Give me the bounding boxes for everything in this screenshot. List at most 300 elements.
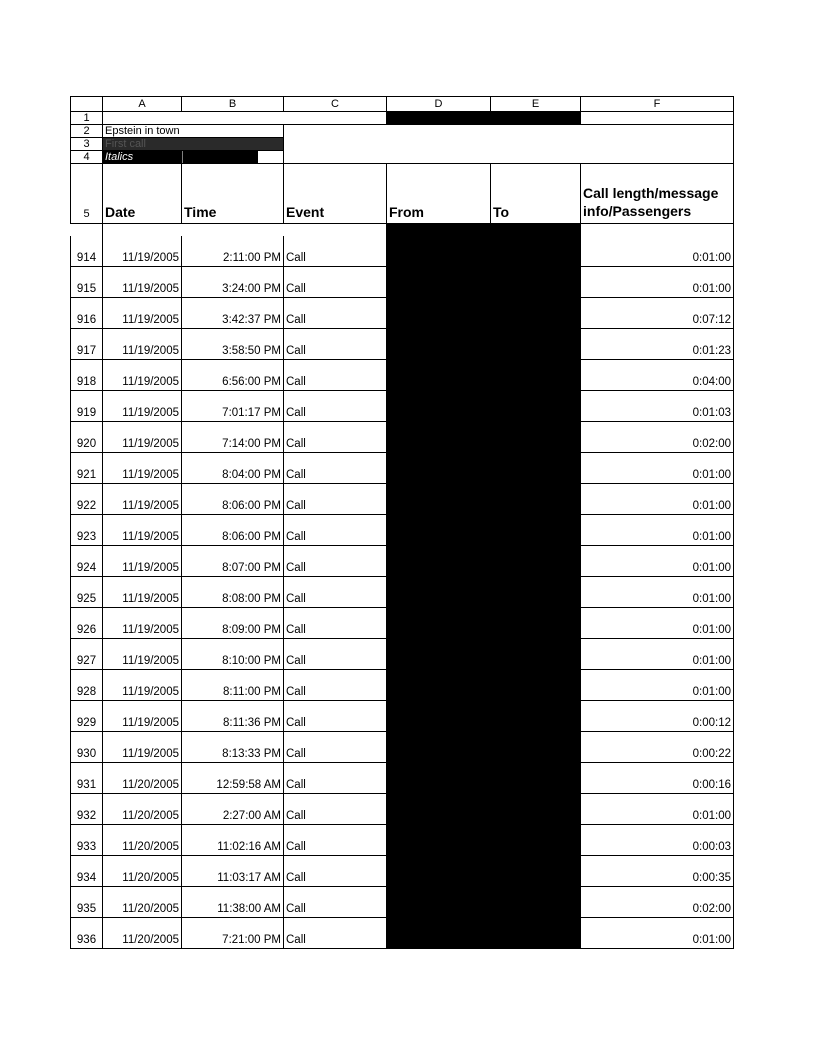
spreadsheet: [70, 96, 733, 949]
cell-call-length[interactable]: 0:02:00: [581, 900, 734, 918]
spacer-cell: [387, 732, 491, 746]
row-number: 917: [71, 342, 103, 360]
cell-date[interactable]: 11/19/2005: [103, 683, 182, 701]
spacer-cell: [71, 329, 103, 343]
spacer-cell: [387, 794, 491, 808]
spacer-cell: [103, 918, 182, 932]
cell-date[interactable]: 11/19/2005: [103, 466, 182, 484]
cell-time[interactable]: 2:11:00 PM: [182, 249, 284, 267]
cell-call-length[interactable]: 0:00:16: [581, 776, 734, 794]
spacer-cell: [491, 794, 581, 808]
cell-call-length[interactable]: 0:01:00: [581, 280, 734, 298]
row-number: 3: [71, 138, 103, 151]
cell-date[interactable]: 11/19/2005: [103, 373, 182, 391]
spacer-cell: [387, 763, 491, 777]
row-spacer: [71, 267, 734, 281]
cell-call-length[interactable]: 0:00:35: [581, 869, 734, 887]
cell-date[interactable]: 11/19/2005: [103, 249, 182, 267]
cell-date[interactable]: 11/20/2005: [103, 776, 182, 794]
spacer-cell: [284, 732, 387, 746]
cell-call-length[interactable]: 0:01:00: [581, 621, 734, 639]
cell-time[interactable]: 11:38:00 AM: [182, 900, 284, 918]
cell-time[interactable]: 6:56:00 PM: [182, 373, 284, 391]
spacer-cell: [182, 732, 284, 746]
cell-event[interactable]: Call: [284, 652, 387, 670]
cell-call-length[interactable]: 0:01:00: [581, 652, 734, 670]
cell-event[interactable]: Call: [284, 683, 387, 701]
redacted-from: [387, 683, 491, 701]
redacted-from: [387, 311, 491, 329]
redacted-to: [491, 224, 581, 237]
redacted-from: [387, 280, 491, 298]
table-row: [71, 528, 734, 546]
cell-date[interactable]: 11/19/2005: [103, 621, 182, 639]
spacer-cell: [103, 515, 182, 529]
redacted-to: [491, 714, 581, 732]
row-spacer: [71, 515, 734, 529]
cell-event[interactable]: Call: [284, 373, 387, 391]
spacer-cell: [581, 701, 734, 715]
header-date[interactable]: Date: [103, 164, 182, 224]
spacer-cell: [182, 360, 284, 374]
column-header-c[interactable]: C: [284, 97, 387, 112]
spacer-cell: [491, 329, 581, 343]
spacer-cell: [103, 732, 182, 746]
spacer-cell: [103, 224, 182, 237]
spacer-cell: [387, 670, 491, 684]
spacer-cell: [387, 360, 491, 374]
cell-time[interactable]: 7:21:00 PM: [182, 931, 284, 949]
spacer-cell: [581, 267, 734, 281]
redacted-from: [387, 869, 491, 887]
spacer-cell: [71, 639, 103, 653]
row-number: 914: [71, 249, 103, 267]
cell-date[interactable]: 11/19/2005: [103, 528, 182, 546]
header-from[interactable]: From: [387, 164, 491, 224]
cell-time[interactable]: 8:10:00 PM: [182, 652, 284, 670]
table-row: [71, 559, 734, 577]
redacted-from: [387, 224, 491, 237]
cell-event[interactable]: Call: [284, 838, 387, 856]
cell-time[interactable]: 11:03:17 AM: [182, 869, 284, 887]
cell-time[interactable]: 8:11:00 PM: [182, 683, 284, 701]
cell-date[interactable]: 11/19/2005: [103, 559, 182, 577]
cell-event[interactable]: Call: [284, 249, 387, 267]
spacer-cell: [284, 763, 387, 777]
cell-date[interactable]: 11/19/2005: [103, 311, 182, 329]
cell-event[interactable]: Call: [284, 900, 387, 918]
cell-call-length[interactable]: 0:00:22: [581, 745, 734, 763]
spacer-cell: [103, 825, 182, 839]
spacer-cell: [387, 484, 491, 498]
spacer-cell: [491, 422, 581, 436]
legend-italics[interactable]: Italics: [103, 151, 182, 164]
cell-time[interactable]: 8:09:00 PM: [182, 621, 284, 639]
cell-date[interactable]: 11/20/2005: [103, 900, 182, 918]
row-number: 2: [71, 125, 103, 138]
spacer-cell: [387, 267, 491, 281]
spacer-cell: [103, 856, 182, 870]
row-number: 1: [71, 112, 103, 125]
row-spacer: [71, 887, 734, 901]
spacer-cell: [581, 608, 734, 622]
redacted-from: [387, 497, 491, 515]
redacted-to: [491, 280, 581, 298]
cell-date[interactable]: 11/19/2005: [103, 590, 182, 608]
cell-date[interactable]: 11/19/2005: [103, 714, 182, 732]
spacer-cell: [71, 670, 103, 684]
spacer-cell: [182, 515, 284, 529]
spacer-cell: [581, 484, 734, 498]
spacer-cell: [387, 856, 491, 870]
redacted-to: [491, 342, 581, 360]
table-row: [71, 497, 734, 515]
spacer-cell: [284, 360, 387, 374]
spacer-cell: [71, 794, 103, 808]
redacted-to: [491, 776, 581, 794]
spacer-cell: [103, 577, 182, 591]
redacted-to: [491, 435, 581, 453]
spacer-cell: [284, 856, 387, 870]
row-spacer: [71, 794, 734, 808]
cell-event[interactable]: Call: [284, 745, 387, 763]
cell-time[interactable]: 8:07:00 PM: [182, 559, 284, 577]
cell-call-length[interactable]: 0:00:03: [581, 838, 734, 856]
spacer-cell: [71, 577, 103, 591]
table-row: [71, 745, 734, 763]
spacer-cell: [581, 887, 734, 901]
cell-date[interactable]: 11/20/2005: [103, 869, 182, 887]
cell-call-length[interactable]: 0:01:00: [581, 249, 734, 267]
spacer-cell: [182, 887, 284, 901]
spacer-cell: [71, 887, 103, 901]
cell-date[interactable]: 11/19/2005: [103, 280, 182, 298]
legend-blank-area: [284, 125, 734, 164]
column-header-d[interactable]: D: [387, 97, 491, 112]
table-row: [71, 931, 734, 949]
redacted-from: [387, 931, 491, 949]
table-row: [71, 838, 734, 856]
spacer-cell: [71, 224, 103, 237]
spacer-cell: [103, 670, 182, 684]
spacer-cell: [387, 453, 491, 467]
spacer-cell: [103, 887, 182, 901]
table-row: [71, 342, 734, 360]
spacer-cell: [491, 298, 581, 312]
legend-epstein-in-town[interactable]: Epstein in town: [103, 125, 284, 138]
cell-call-length[interactable]: 0:01:23: [581, 342, 734, 360]
spacer-cell: [581, 546, 734, 560]
cell-row1-left[interactable]: [103, 112, 387, 125]
spacer-cell: [71, 732, 103, 746]
spacer-cell: [284, 546, 387, 560]
spacer-cell: [491, 763, 581, 777]
redacted-from: [387, 528, 491, 546]
spacer-cell: [387, 608, 491, 622]
row-number: 929: [71, 714, 103, 732]
row-spacer: [71, 546, 734, 560]
spacer-cell: [581, 577, 734, 591]
spacer-cell: [182, 391, 284, 405]
legend-first-call[interactable]: First call: [103, 138, 284, 151]
row-spacer: [71, 701, 734, 715]
redacted-to: [491, 838, 581, 856]
row-number: 926: [71, 621, 103, 639]
cell-time[interactable]: 8:11:36 PM: [182, 714, 284, 732]
redacted-from: [387, 435, 491, 453]
cell-date[interactable]: 11/20/2005: [103, 807, 182, 825]
cell-event[interactable]: Call: [284, 714, 387, 732]
row-spacer: [71, 825, 734, 839]
spacer-cell: [103, 639, 182, 653]
spacer-cell: [103, 608, 182, 622]
redacted-from: [387, 807, 491, 825]
column-header-a[interactable]: A: [103, 97, 182, 112]
spacer-cell: [103, 453, 182, 467]
table-row: [71, 869, 734, 887]
spacer-cell: [284, 701, 387, 715]
row-number: 920: [71, 435, 103, 453]
spacer-cell: [284, 236, 387, 249]
column-header-e[interactable]: E: [491, 97, 581, 112]
spacer-cell: [71, 825, 103, 839]
spacer-cell: [182, 422, 284, 436]
redacted-from: [387, 745, 491, 763]
spacer-cell: [284, 298, 387, 312]
row-spacer: [71, 360, 734, 374]
spacer-cell: [182, 484, 284, 498]
spacer-cell: [284, 224, 387, 237]
spacer-cell: [182, 794, 284, 808]
redacted-to: [491, 652, 581, 670]
row-spacer: [71, 670, 734, 684]
redacted-to: [491, 590, 581, 608]
cell-event[interactable]: Call: [284, 869, 387, 887]
cell-time[interactable]: 11:02:16 AM: [182, 838, 284, 856]
spacer-cell: [581, 670, 734, 684]
spacer-cell: [284, 577, 387, 591]
cell-event[interactable]: Call: [284, 342, 387, 360]
redacted-from: [387, 714, 491, 732]
spacer-cell: [71, 360, 103, 374]
table-row: [71, 590, 734, 608]
spacer-cell: [103, 236, 182, 249]
spacer-cell: [284, 329, 387, 343]
table-row: [71, 280, 734, 298]
redacted-from: [387, 776, 491, 794]
cell-call-length[interactable]: 0:01:00: [581, 683, 734, 701]
redacted-to: [491, 869, 581, 887]
cell-call-length[interactable]: 0:01:00: [581, 807, 734, 825]
column-header-f[interactable]: F: [581, 97, 734, 112]
spacer-cell: [103, 360, 182, 374]
spacer-cell: [491, 391, 581, 405]
spacer-cell: [387, 298, 491, 312]
redacted-from: [387, 249, 491, 267]
table-row: [71, 435, 734, 453]
spacer-cell: [284, 608, 387, 622]
spacer-cell: [491, 639, 581, 653]
spacer-cell: [387, 546, 491, 560]
cell-call-length[interactable]: 0:01:00: [581, 497, 734, 515]
cell-time[interactable]: 8:06:00 PM: [182, 497, 284, 515]
spacer-cell: [71, 298, 103, 312]
row-number: 936: [71, 931, 103, 949]
cell-call-length[interactable]: 0:00:12: [581, 714, 734, 732]
cell-time[interactable]: 8:08:00 PM: [182, 590, 284, 608]
spacer-cell: [182, 453, 284, 467]
cell-event[interactable]: Call: [284, 435, 387, 453]
spacer-cell: [182, 546, 284, 560]
row-number: 935: [71, 900, 103, 918]
spacer-cell: [103, 546, 182, 560]
spacer-cell: [103, 484, 182, 498]
spacer-cell: [71, 453, 103, 467]
redacted-from: [387, 590, 491, 608]
cell-time[interactable]: 8:13:33 PM: [182, 745, 284, 763]
cell-event[interactable]: Call: [284, 559, 387, 577]
spacer-cell: [491, 453, 581, 467]
spacer-cell: [284, 267, 387, 281]
redacted-from: [387, 559, 491, 577]
spacer-cell: [491, 608, 581, 622]
redacted-to: [491, 683, 581, 701]
spacer-cell: [71, 856, 103, 870]
cell-time[interactable]: 2:27:00 AM: [182, 807, 284, 825]
cell-time[interactable]: 7:14:00 PM: [182, 435, 284, 453]
spacer-cell: [387, 391, 491, 405]
redacted-from: [387, 838, 491, 856]
spacer-cell: [387, 639, 491, 653]
spacer-cell: [182, 856, 284, 870]
spacer-cell: [581, 763, 734, 777]
spacer-cell: [71, 484, 103, 498]
spacer-cell: [581, 732, 734, 746]
redacted-to: [491, 559, 581, 577]
cell-event[interactable]: Call: [284, 776, 387, 794]
cell-date[interactable]: 11/20/2005: [103, 838, 182, 856]
spacer-cell: [284, 484, 387, 498]
cell-call-length[interactable]: 0:01:00: [581, 466, 734, 484]
cell-time[interactable]: 7:01:17 PM: [182, 404, 284, 422]
redacted-from: [387, 373, 491, 391]
cell-call-length[interactable]: 0:01:03: [581, 404, 734, 422]
cell-date[interactable]: 11/19/2005: [103, 497, 182, 515]
cell-time[interactable]: 3:42:37 PM: [182, 311, 284, 329]
header-row: [71, 164, 734, 224]
row-number: 927: [71, 652, 103, 670]
spacer-cell: [284, 794, 387, 808]
cell-call-length[interactable]: 0:07:12: [581, 311, 734, 329]
cell-time[interactable]: 12:59:58 AM: [182, 776, 284, 794]
row-spacer: [71, 608, 734, 622]
cell-event[interactable]: Call: [284, 931, 387, 949]
spacer-cell: [71, 236, 103, 249]
header-call-length[interactable]: Call length/message info/Passengers: [581, 164, 734, 224]
header-time[interactable]: Time: [182, 164, 284, 224]
cell-call-length[interactable]: 0:01:00: [581, 590, 734, 608]
cell-call-length[interactable]: 0:01:00: [581, 528, 734, 546]
row-number: 933: [71, 838, 103, 856]
header-to[interactable]: To: [491, 164, 581, 224]
cell-time[interactable]: 3:24:00 PM: [182, 280, 284, 298]
cell-event[interactable]: Call: [284, 280, 387, 298]
redacted-block: [387, 112, 581, 125]
legend-italics-redacted: [182, 151, 284, 164]
spacer-cell: [182, 329, 284, 343]
cell-date[interactable]: 11/19/2005: [103, 435, 182, 453]
redacted-from: [387, 466, 491, 484]
table-row: [71, 652, 734, 670]
spacer-cell: [284, 422, 387, 436]
cell-event[interactable]: Call: [284, 621, 387, 639]
row-spacer: [71, 732, 734, 746]
cell-date[interactable]: 11/19/2005: [103, 342, 182, 360]
redacted-to: [491, 900, 581, 918]
spacer-cell: [491, 918, 581, 932]
table-row: [71, 404, 734, 422]
cell-date[interactable]: 11/20/2005: [103, 931, 182, 949]
header-event[interactable]: Event: [284, 164, 387, 224]
row-number: 915: [71, 280, 103, 298]
cell-time[interactable]: 8:04:00 PM: [182, 466, 284, 484]
cell-call-length[interactable]: 0:04:00: [581, 373, 734, 391]
spacer-cell: [491, 546, 581, 560]
row-number: 930: [71, 745, 103, 763]
spacer-cell: [103, 267, 182, 281]
spacer-cell: [103, 794, 182, 808]
row-1: [71, 112, 734, 125]
table-row: [71, 373, 734, 391]
row-spacer: [71, 298, 734, 312]
cell-event[interactable]: Call: [284, 466, 387, 484]
column-header-b[interactable]: B: [182, 97, 284, 112]
row-spacer: [71, 422, 734, 436]
cell-event[interactable]: Call: [284, 311, 387, 329]
cell-event[interactable]: Call: [284, 590, 387, 608]
cell-call-length[interactable]: 0:01:00: [581, 931, 734, 949]
row-number: 931: [71, 776, 103, 794]
cell-event[interactable]: Call: [284, 807, 387, 825]
spacer-cell: [284, 887, 387, 901]
cell-row1-f[interactable]: [581, 112, 734, 125]
spacer-cell: [71, 918, 103, 932]
spacer-cell: [182, 224, 284, 237]
spacer-cell: [182, 267, 284, 281]
spacer-cell: [71, 422, 103, 436]
row-spacer: [71, 236, 734, 249]
spacer-cell: [387, 329, 491, 343]
cell-date[interactable]: 11/19/2005: [103, 745, 182, 763]
table-row: [71, 900, 734, 918]
cell-date[interactable]: 11/19/2005: [103, 404, 182, 422]
cell-time[interactable]: 8:06:00 PM: [182, 528, 284, 546]
redacted-to: [491, 404, 581, 422]
row-spacer: [71, 856, 734, 870]
cell-event[interactable]: Call: [284, 404, 387, 422]
cell-event[interactable]: Call: [284, 528, 387, 546]
spacer-cell: [71, 391, 103, 405]
spacer-row: [71, 224, 734, 237]
cell-time[interactable]: 3:58:50 PM: [182, 342, 284, 360]
spacer-cell: [581, 639, 734, 653]
redacted-to: [491, 621, 581, 639]
spacer-cell: [284, 639, 387, 653]
cell-call-length[interactable]: 0:01:00: [581, 559, 734, 577]
cell-call-length[interactable]: 0:02:00: [581, 435, 734, 453]
cell-date[interactable]: 11/19/2005: [103, 652, 182, 670]
cell-event[interactable]: Call: [284, 497, 387, 515]
